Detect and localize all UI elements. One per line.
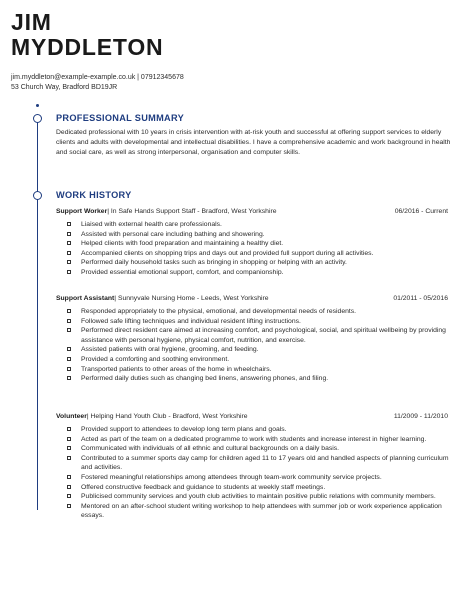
list-item: Provided a comforting and soothing environment. bbox=[56, 355, 456, 365]
timeline-line bbox=[37, 118, 38, 510]
job-header bbox=[56, 207, 456, 217]
checkbox-bullet-icon bbox=[67, 309, 71, 313]
checkbox-bullet-icon bbox=[67, 357, 71, 361]
job-organisation: Helping Hand Youth Club - Bradford, West Yorkshire bbox=[90, 413, 248, 420]
checkbox-bullet-icon bbox=[67, 494, 71, 498]
checkbox-bullet-icon bbox=[67, 427, 71, 431]
list-item: Performed direct resident care aimed at increasing comfort, and psychological, social, and spiritual wellbeing by providing assistance with personal hygiene, physical comfort, nutrition, and exercise. bbox=[56, 326, 456, 345]
list-item: Transported patients to other areas of the home in wheelchairs. bbox=[56, 365, 456, 375]
job-bullets bbox=[56, 425, 456, 521]
checkbox-bullet-icon bbox=[67, 485, 71, 489]
job-title: Support Assistant bbox=[56, 295, 115, 302]
checkbox-bullet-icon bbox=[67, 437, 71, 441]
checkbox-bullet-icon bbox=[67, 251, 71, 255]
checkbox-bullet-icon bbox=[67, 504, 71, 508]
checkbox-bullet-icon bbox=[67, 232, 71, 236]
name-line-last: MYDDLETON bbox=[11, 34, 164, 60]
checkbox-bullet-icon bbox=[67, 328, 71, 332]
timeline-start-dot bbox=[36, 104, 39, 107]
job-header bbox=[56, 294, 456, 304]
job-dates: 01/2011 - 05/2016 bbox=[393, 295, 448, 302]
list-item: Acted as part of the team on a dedicated programme to work with students and increase interest in higher learning. bbox=[56, 435, 456, 445]
timeline-summary-marker bbox=[33, 114, 42, 123]
candidate-name bbox=[11, 10, 163, 60]
list-item: Responded appropriately to the physical, emotional, and developmental needs of residents. bbox=[56, 307, 456, 317]
summary-text: Dedicated professional with 10 years in crisis intervention with at-risk youth and successful at offering support services to elderly clients and adults with developmental and intellectual disabilities. I have a comprehensive academic and work background in health and social care, as well as strong interpersonal, organisation and computer skills. bbox=[56, 129, 451, 157]
checkbox-bullet-icon bbox=[67, 446, 71, 450]
checkbox-bullet-icon bbox=[67, 270, 71, 274]
checkbox-bullet-icon bbox=[67, 475, 71, 479]
name-line-first: JIM bbox=[11, 9, 52, 35]
checkbox-bullet-icon bbox=[67, 456, 71, 460]
list-item: Performed daily duties such as changing bed linens, answering phones, and filing. bbox=[56, 374, 456, 384]
list-item: Helped clients with food preparation and maintaining a healthy diet. bbox=[56, 239, 456, 249]
job-separator: | bbox=[86, 413, 91, 420]
job-separator: | bbox=[107, 208, 111, 215]
list-item: Contributed to a summer sports day camp for children aged 11 to 17 years old and handled aspects of planning curriculum and activities. bbox=[56, 454, 456, 473]
checkbox-bullet-icon bbox=[67, 376, 71, 380]
timeline-work-marker bbox=[33, 191, 42, 200]
job-entry bbox=[56, 207, 456, 278]
list-item: Communicated with individuals of all ethnic and cultural backgrounds on a daily basis. bbox=[56, 444, 456, 454]
list-item: Performed daily household tasks such as bringing in shopping or helping with an activity. bbox=[56, 258, 456, 268]
job-bullets bbox=[56, 220, 456, 278]
list-item: Fostered meaningful relationships among attendees through team-work community service projects. bbox=[56, 473, 456, 483]
list-item: Assisted patients with oral hygiene, grooming, and feeding. bbox=[56, 345, 456, 355]
list-item: Followed safe lifting techniques and individual resident lifting instructions. bbox=[56, 317, 456, 327]
list-item: Accompanied clients on shopping trips and days out and provided full support during all activities. bbox=[56, 249, 456, 259]
job-bullets bbox=[56, 307, 456, 384]
job-entry bbox=[56, 294, 456, 384]
job-separator: | bbox=[114, 295, 118, 302]
job-dates: 11/2009 - 11/2010 bbox=[393, 413, 448, 420]
contact-address: 53 Church Way, Bradford BD19JR bbox=[11, 84, 118, 91]
checkbox-bullet-icon bbox=[67, 260, 71, 264]
list-item: Provided essential emotional support, comfort, and companionship. bbox=[56, 268, 456, 278]
work-history-heading: WORK HISTORY bbox=[56, 190, 132, 200]
checkbox-bullet-icon bbox=[67, 319, 71, 323]
contact-info bbox=[11, 73, 184, 93]
list-item: Liaised with external health care professionals. bbox=[56, 220, 456, 230]
job-organisation: In Safe Hands Support Staff - Bradford, West Yorkshire bbox=[110, 208, 277, 215]
contact-email-phone: jim.myddleton@example-example.co.uk | 07912345678 bbox=[11, 74, 184, 81]
checkbox-bullet-icon bbox=[67, 241, 71, 245]
job-dates: 06/2016 - Current bbox=[394, 208, 448, 215]
checkbox-bullet-icon bbox=[67, 347, 71, 351]
job-entry bbox=[56, 412, 456, 521]
job-title: Volunteer bbox=[56, 413, 87, 420]
job-organisation: Sunnyvale Nursing Home - Leeds, West Yorkshire bbox=[117, 295, 269, 302]
checkbox-bullet-icon bbox=[67, 222, 71, 226]
summary-heading: PROFESSIONAL SUMMARY bbox=[56, 113, 184, 123]
list-item: Assisted with personal care including bathing and showering. bbox=[56, 230, 456, 240]
list-item: Mentored on an after-school student writing workshop to help attendees with summer job or work experience application essays. bbox=[56, 502, 456, 521]
list-item: Provided support to attendees to develop long term plans and goals. bbox=[56, 425, 456, 435]
list-item: Offered constructive feedback and guidance to students at weekly staff meetings. bbox=[56, 483, 456, 493]
list-item: Publicised community services and youth club activities to maintain positive public relations with community members. bbox=[56, 492, 456, 502]
job-header bbox=[56, 412, 456, 422]
job-title: Support Worker bbox=[56, 208, 108, 215]
checkbox-bullet-icon bbox=[67, 367, 71, 371]
